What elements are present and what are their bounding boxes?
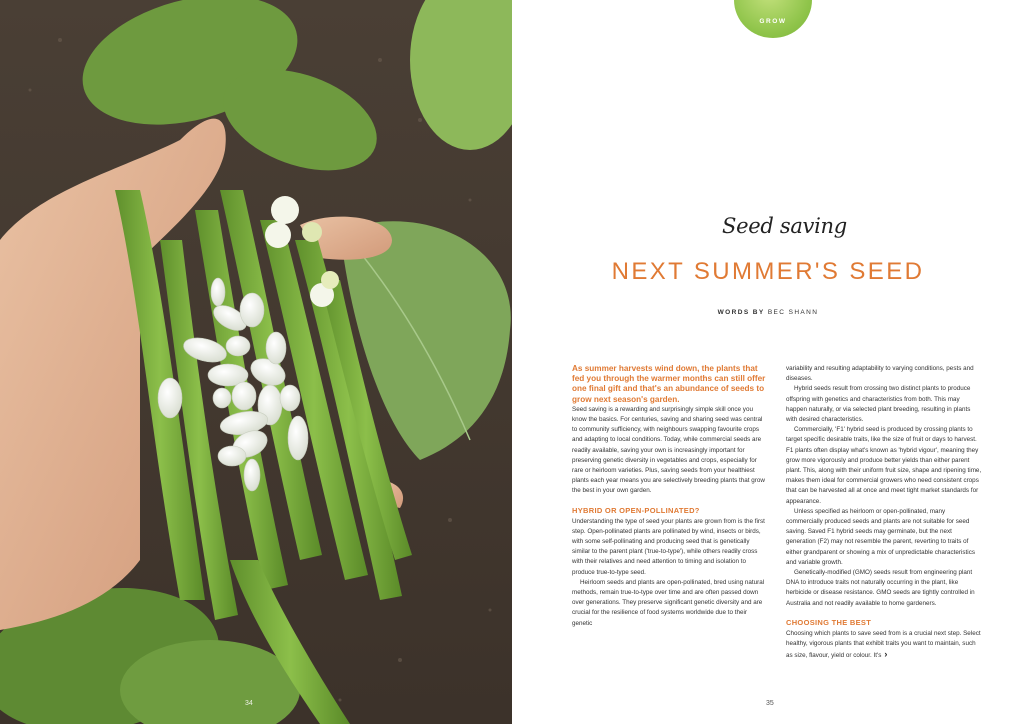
article-kicker: Seed saving (722, 214, 847, 238)
byline-author: BEC SHANN (767, 309, 819, 316)
subhead-hybrid: HYBRID OR OPEN-POLLINATED? (572, 505, 700, 515)
paragraph: Unless specified as heirloom or open-pollinated, many commercially produced seeds and plants are not suitable for seed saving. Saved F1 hybrid seeds may germinate, but the next generation (F2) may not resemble the parent, reverting to traits of either grandparent or showing a mix of unpredictable characteristics and variable growth. (786, 507, 976, 566)
article-title: NEXT SUMMER'S SEED (611, 258, 925, 285)
page-number-left: 34 (245, 700, 253, 707)
paragraph-text: Choosing which plants to save seed from is a crucial next step. Select healthy, vigorous plants that exhibit traits you want to maintain, such as size, flavour, yield or colour. It's (786, 629, 981, 660)
standfirst: As summer harvests wind down, the plants that fed you through the warmer months can still offer one final gift and that's an abundance of seeds to grow next season's garden. (572, 364, 766, 404)
paragraph-continued (786, 629, 982, 662)
text-column-right (786, 364, 982, 661)
intro-paragraph: Seed saving is a rewarding and surprisingly simple skill once you know the basics. For centuries, saving and sharing seed was central to community sufficiency, with neighbours swapping favourite crops and adapting to local conditions. Today, while commercial seeds are readily available, saving your own is increasingly important for preserving genetic diversity in vegetables and crops, especially for rare or heirloom varieties. Plus, saving seeds from your healthiest plants each year means you are selectively breeding plants that grow the best in your own garden. (572, 405, 765, 495)
subhead-choosing: CHOOSING THE BEST (786, 617, 872, 627)
paragraph: Hybrid seeds result from crossing two distinct plants to produce offspring with genetics and characteristics from both. This may happen naturally, or via selected plant breeding, resulting in plants with desired characteristics. (786, 385, 971, 424)
byline-prefix: WORDS BY (717, 309, 765, 316)
paragraph: variability and resulting adaptability to varying conditions, pests and diseases. (786, 365, 974, 383)
paragraph: Heirloom seeds and plants are open-pollinated, bred using natural methods, remain true-to-type over time and are often passed down over generations. They preserve significant genetic diversity and are crucial for the resilience of food systems worldwide due to their genetic (572, 578, 765, 627)
page-number-right: 35 (766, 700, 774, 707)
paragraph: Understanding the type of seed your plants are grown from is the first step. Open-pollinated plants are pollinated by wind, insects or birds, with some self-pollinating and producing seed that is genetically similar to the parent plant ('true-to-type'), while others readily cross with their relatives and need attention to timing and isolation to produce true-to-type seed. (572, 517, 765, 576)
continue-arrow-icon: › (884, 649, 888, 660)
text-column-left (572, 364, 768, 629)
text-page (512, 0, 1024, 724)
paragraph: Genetically-modified (GMO) seeds result from engineering plant DNA to introduce traits not naturally occurring in the plant, like herbicide or disease resistance. GMO seeds are tightly controlled in Australia and not readily available to home gardeners. (786, 569, 975, 607)
byline (512, 309, 1024, 316)
paragraph: Commercially, 'F1' hybrid seed is produced by crossing plants to target specific desirable traits, like the size of fruit or days to harvest. F1 plants often display what's known as 'hybrid vigour', meaning they grow more vigorously and produce better yields than either parent plant. This, along with their uniform fruit size, shape and ripening time, makes them ideal for commercial growers who need consistent crops that can be harvested all at once and meet tight market standards for appearance. (786, 426, 982, 505)
section-label: GROW (759, 18, 787, 25)
